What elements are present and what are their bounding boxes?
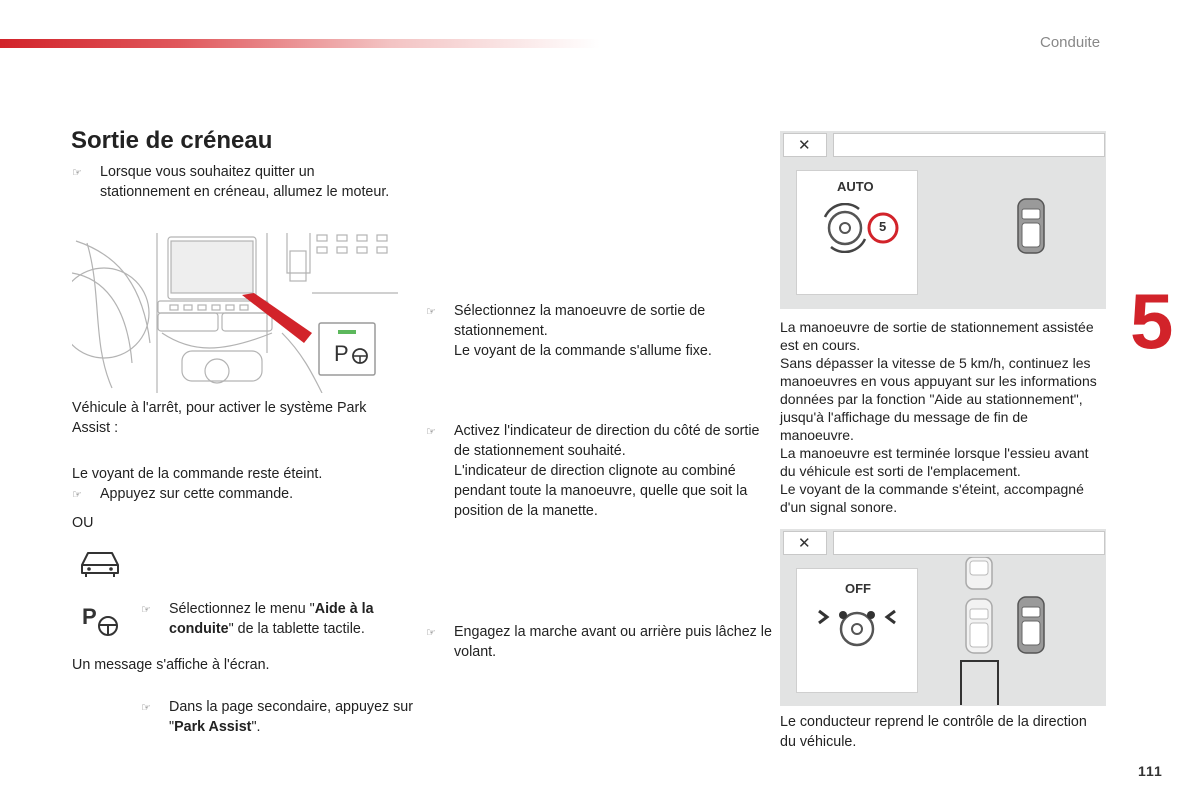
chapter-number: 5 [1130, 277, 1174, 365]
manoeuvre-panel [796, 170, 918, 295]
step-select-menu: ☞ Sélectionnez le menu "Aide à la conduite" de la tablette tactile. [141, 601, 374, 637]
steering-wheel-icon [813, 203, 903, 253]
screen-message-note: Un message s'affiche à l'écran. [72, 657, 270, 673]
step-engage-gear: ☞ Engagez la marche avant ou arrière puis lâchez le volant. [426, 624, 772, 660]
park-assist-screen-off [780, 529, 1106, 706]
mode-label: OFF [845, 581, 871, 596]
dashboard-illustration [72, 233, 398, 393]
manoeuvre-panel [796, 568, 918, 693]
step-press-command: ☞ Appuyez sur cette commande. [72, 484, 420, 504]
pointing-finger-icon: ☞ [426, 426, 436, 438]
driver-control-note: Le conducteur reprend le contrôle de la direction du véhicule. [780, 714, 1087, 750]
step-select-manoeuvre: ☞ Sélectionnez la manoeuvre de sortie de stationnement. Le voyant de la commande s'allume fixe. [426, 303, 712, 359]
pointing-finger-icon: ☞ [141, 702, 151, 714]
pointing-finger-icon: ☞ [72, 489, 82, 501]
close-icon: ✕ [798, 535, 811, 552]
close-icon: ✕ [798, 137, 811, 154]
message-bar [833, 531, 1105, 555]
park-assist-letter: P [82, 604, 97, 629]
pointing-finger-icon: ☞ [426, 306, 436, 318]
parking-scene-illustration [960, 557, 1072, 707]
activation-intro: Véhicule à l'arrêt, pour activer le système Park Assist : [72, 400, 367, 436]
car-top-view-icon [1016, 197, 1046, 255]
pointing-finger-icon: ☞ [426, 627, 436, 639]
park-assist-icon [82, 602, 122, 636]
step-park-assist: ☞ Dans la page secondaire, appuyez sur "Park Assist". [141, 699, 413, 735]
park-assist-screen-auto [780, 131, 1106, 309]
or-label: OU [72, 515, 94, 531]
close-button [783, 133, 827, 157]
message-bar [833, 133, 1105, 157]
page-title: Sortie de créneau [71, 127, 273, 154]
pointing-finger-icon: ☞ [72, 167, 82, 179]
svg-text:P: P [334, 341, 349, 366]
mode-label: AUTO [837, 179, 874, 194]
page-number: 111 [1138, 763, 1163, 779]
pointing-finger-icon: ☞ [141, 604, 151, 616]
steering-wheel-icon [96, 614, 120, 638]
command-light-note: Le voyant de la commande reste éteint. [72, 466, 323, 482]
car-icon [78, 545, 122, 579]
speed-limit-value: 5 [879, 219, 887, 234]
header-accent-bar [0, 39, 600, 48]
step-start-engine: ☞ Lorsque vous souhaitez quitter un stationnement en créneau, allumez le moteur. [72, 164, 390, 200]
manoeuvre-explanation: La manoeuvre de sortie de stationnement assistée est en cours. Sans dépasser la vitesse de 5 km/h, continuez les manoeuvres en vous appuyant sur les informations données par la fonction "Aide au stationnement", jusqu'à l'affichage du message de fin de manoeuvre. La manoeuvre est terminée lorsque l'essieu avant du véhicule est sorti de l'emplacement. Le voyant de la commande s'éteint, accompagné d'un signal sonore. [780, 319, 1097, 515]
close-button [783, 531, 827, 555]
step-indicator: ☞ Activez l'indicateur de direction du côté de sortie de stationnement souhaité. L'indicateur de direction clignote au combiné pendant toute la manoeuvre, quelle que soit la position de la manette. [426, 423, 760, 519]
steering-wheel-icon [813, 605, 903, 655]
section-title: Conduite [1040, 34, 1101, 51]
